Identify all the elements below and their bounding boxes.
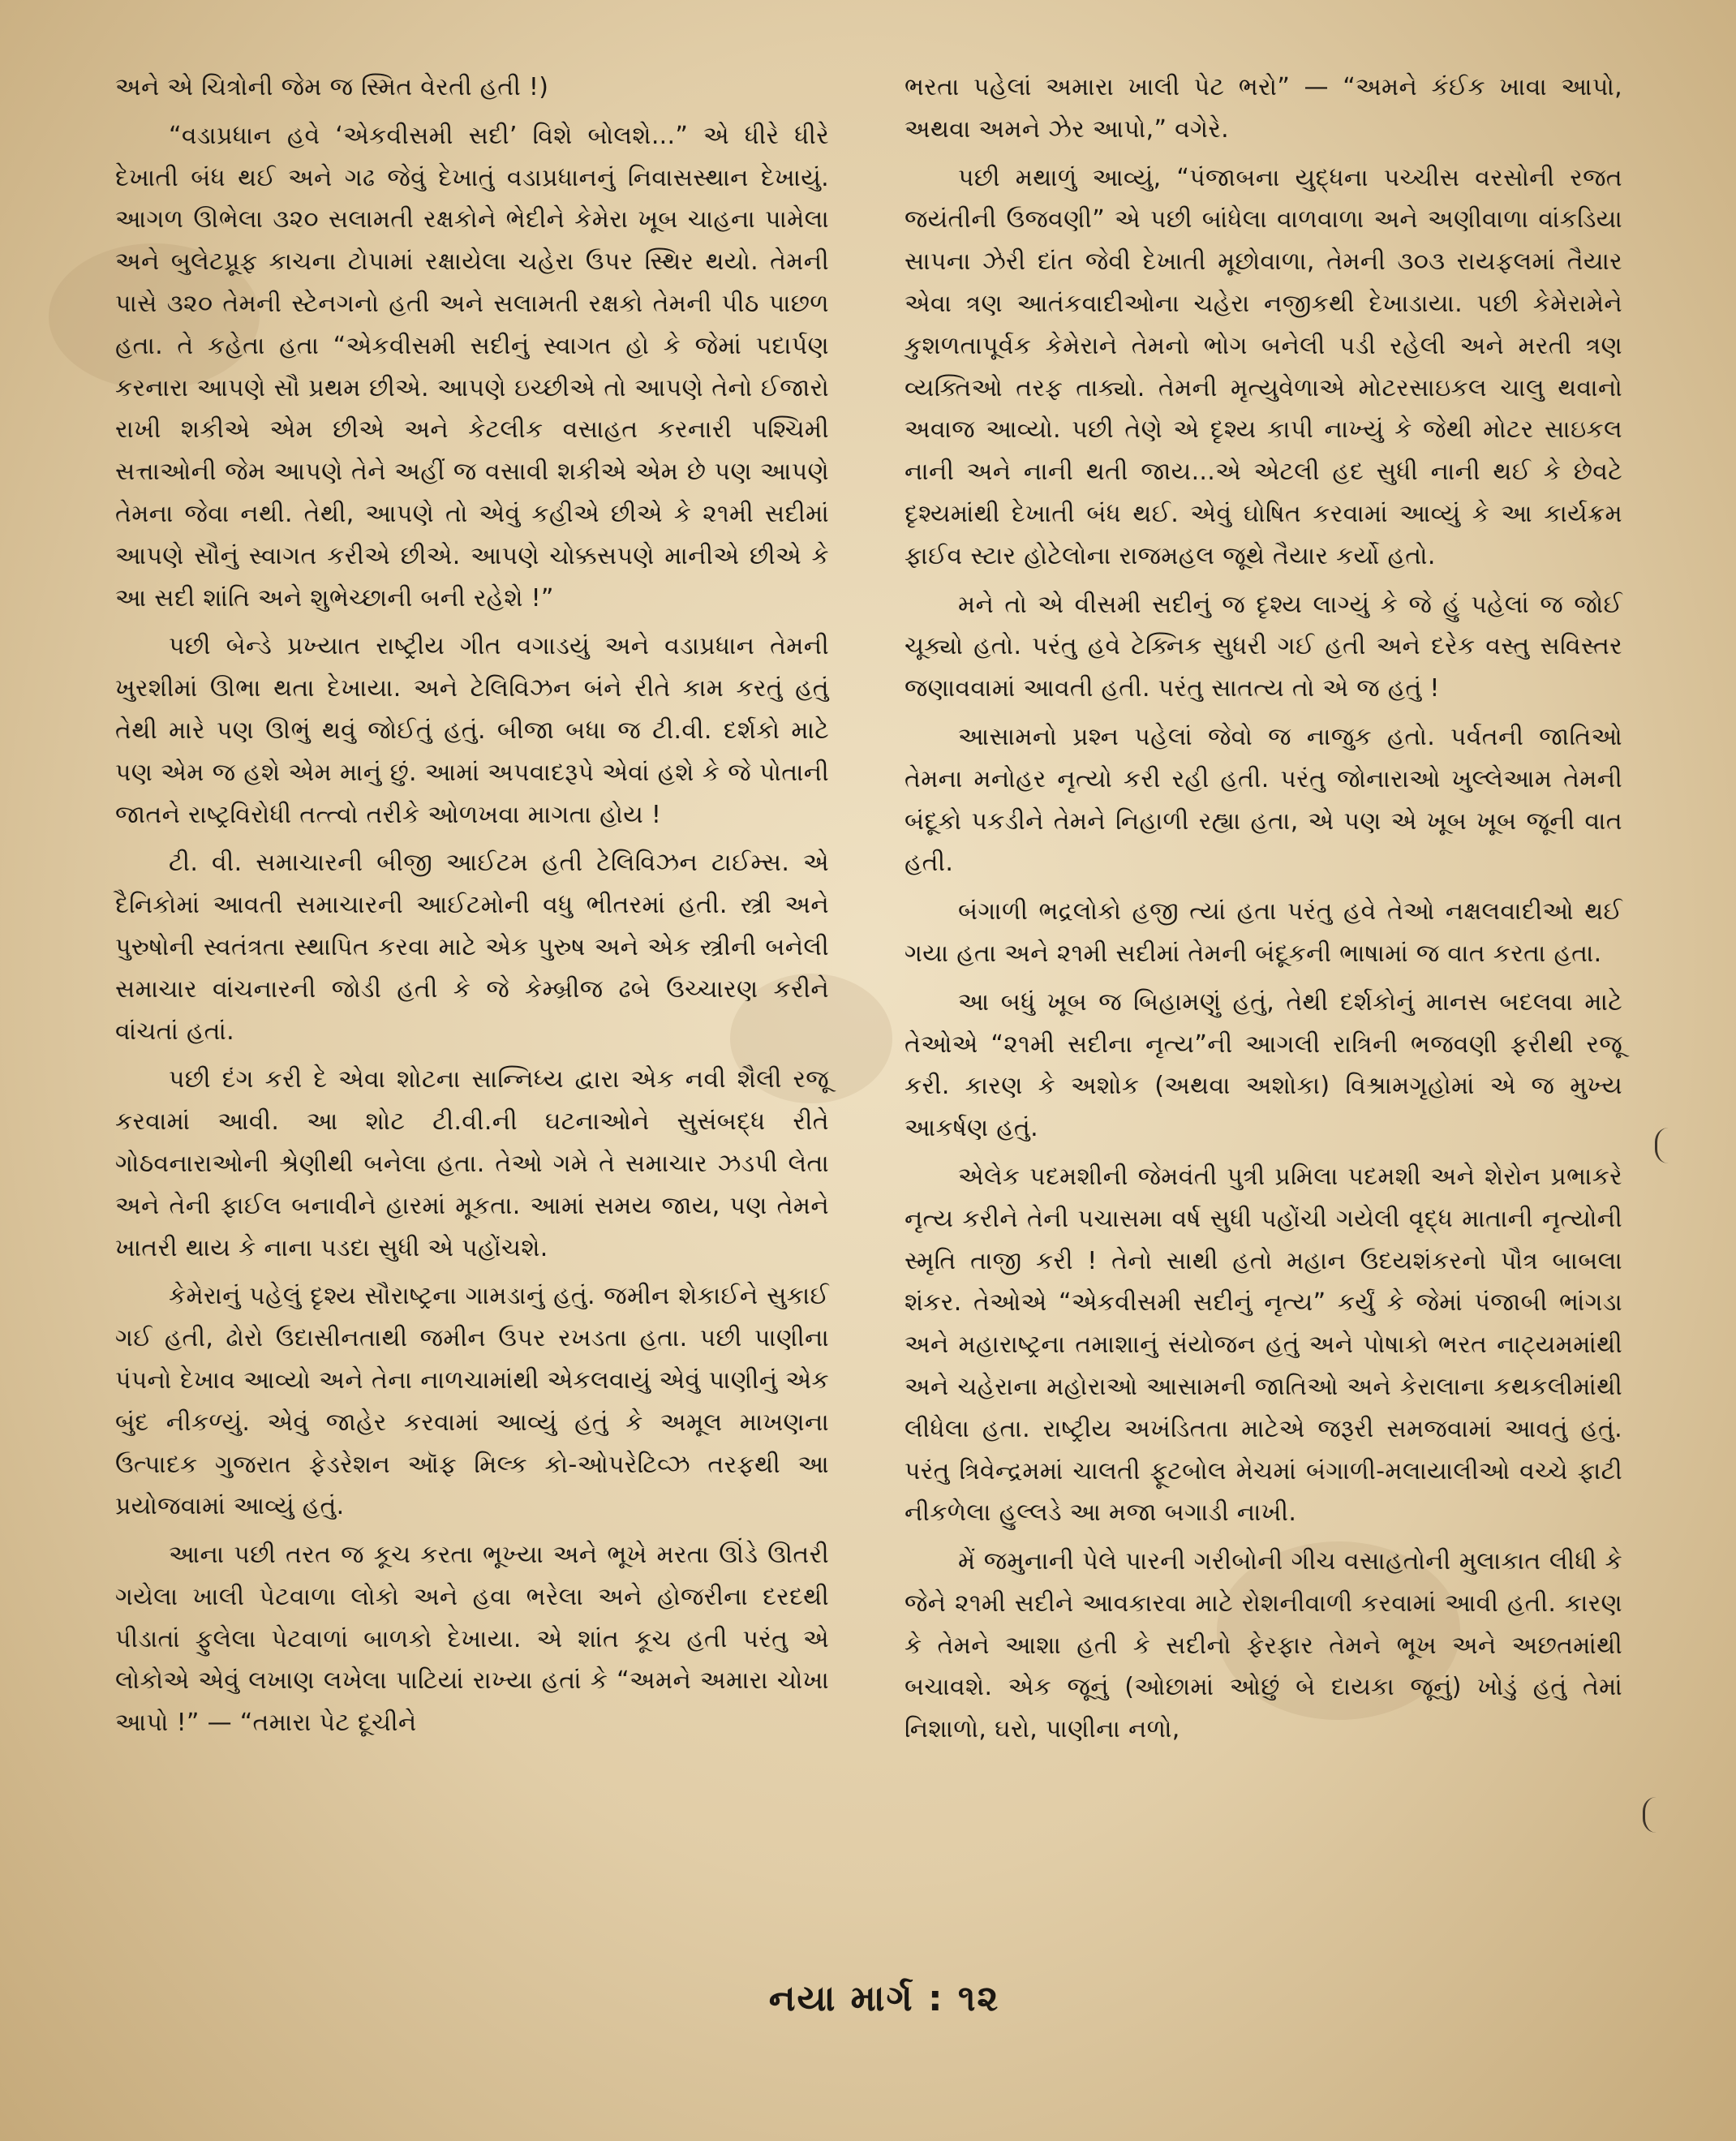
paragraph: કેમેરાનું પહેલું દૃશ્ય સૌરાષ્ટ્રના ગામડાનું હતું. જમીન શેકાઈને સુકાઈ ગઈ હતી, ઢોરો ઉદાસીનતાથી જમીન ઉપર રખડતા હતા. પછી પાણીના પંપનો દેખાવ આવ્યો અને તેના નાળચામાંથી એકલવાયું એવું પાણીનું એક બુંદ નીકળ્યું. એવું જાહેર કરવામાં આવ્યું હતું કે અમૂલ માખણના ઉત્પાદક ગુજરાત ફેડરેશન ઑફ મિલ્ક કો-ઓપરેટિવ્ઝ તરફથી આ પ્રયોજવામાં આવ્યું હતું. (115, 1282, 829, 1521)
paragraph: અને એ ચિત્રોની જેમ જ સ્મિત વેરતી હતી !) (115, 73, 549, 101)
left-column (115, 67, 829, 1751)
paragraph: આના પછી તરત જ કૂચ કરતા ભૂખ્યા અને ભૂખે મરતા ઊંડે ઊતરી ગયેલા ખાલી પેટવાળા લોકો અને હવા ભરેલા અને હોજરીના દરદથી પીડાતાં ફુલેલા પેટવાળાં બાળકો દેખાયા. એ શાંત કૂચ હતી પરંતુ એ લોકોએ એવું લખાણ લખેલા પાટિયાં રાખ્યા હતાં કે “અમને અમારા ચોખા આપો !” — “તમારા પેટ દૂચીને (115, 1541, 829, 1738)
paragraph: પછી મથાળું આવ્યું, “પંજાબના યુદ્ધના પચ્ચીસ વરસોની રજત જયંતીની ઉજવણી” એ પછી બાંધેલા વાળવાળા અને અણીવાળા વાંકડિયા સાપના ઝેરી દાંત જેવી દેખાતી મૂછોવાળા, તેમની ૩૦૩ રાયફલમાં તૈયાર એવા ત્રણ આતંકવાદીઓના ચહેરા નજીકથી દેખાડાયા. પછી કેમેરામેને કુશળતાપૂર્વક કેમેરાને તેમનો ભોગ બનેલી પડી રહેલી અને મરતી ત્રણ વ્યક્તિઓ તરફ તાક્યો. તેમની મૃત્યુવેળાએ મોટરસાઇકલ ચાલુ થવાનો અવાજ આવ્યો. પછી તેણે એ દૃશ્ય કાપી નાખ્યું કે જેથી મોટર સાઇકલ નાની અને નાની થતી જાય...એ એટલી હદ સુધી નાની થઈ કે છેવટે દૃશ્યમાંથી દેખાતી બંધ થઈ. એવું ઘોષિત કરવામાં આવ્યું કે આ કાર્યક્રમ ફાઈવ સ્ટાર હોટેલોના રાજમહલ જૂથે તૈયાર કર્યો હતો. (905, 163, 1622, 570)
paragraph: આસામનો પ્રશ્ન પહેલાં જેવો જ નાજુક હતો. પર્વતની જાતિઓ તેમના મનોહર નૃત્યો કરી રહી હતી. પરંતુ જોનારાઓ ખુલ્લેઆમ તેમની બંદૂકો પકડીને તેમને નિહાળી રહ્યા હતા, એ પણ એ ખૂબ ખૂબ જૂની વાત હતી. (905, 722, 1622, 878)
margin-mark (1655, 1128, 1688, 1163)
paragraph: પછી દંગ કરી દે એવા શોટના સાન્નિધ્ય દ્વારા એક નવી શૈલી રજૂ કરવામાં આવી. આ શોટ ટી.વી.ની ઘટનાઓને સુસંબદ્ધ રીતે ગોઠવનારાઓની શ્રેણીથી બનેલા હતા. તેઓ ગમે તે સમાચાર ઝડપી લેતા અને તેની ફાઈલ બનાવીને હારમાં મૂકતા. આમાં સમય જાય, પણ તેમને ખાતરી થાય કે નાના પડદા સુધી એ પહોંચશે. (115, 1065, 829, 1262)
margin-mark (1643, 1797, 1676, 1833)
paragraph: પછી બેન્ડે પ્રખ્યાત રાષ્ટ્રીય ગીત વગાડયું અને વડાપ્રધાન તેમની ખુરશીમાં ઊભા થતા દેખાયા. અને ટેલિવિઝન બંને રીતે કામ કરતું હતું તેથી મારે પણ ઊભું થવું જોઈતું હતું. બીજા બધા જ ટી.વી. દર્શકો માટે પણ એમ જ હશે એમ માનું છું. આમાં અપવાદરૂપે એવાં હશે કે જે પોતાની જાતને રાષ્ટ્રવિરોધી તત્ત્વો તરીકે ઓળખવા માગતા હોય ! (115, 632, 829, 829)
paragraph: એલેક પદમશીની જેમવંતી પુત્રી પ્રમિલા પદમશી અને શેરોન પ્રભાકરે નૃત્ય કરીને તેની પચાસમા વર્ષ સુધી પહોંચી ગયેલી વૃદ્ધ માતાની નૃત્યોની સ્મૃતિ તાજી કરી ! તેનો સાથી હતો મહાન ઉદયશંકરનો પૌત્ર બાબલા શંકર. તેઓએ “એકવીસમી સદીનું નૃત્ય” કર્યું કે જેમાં પંજાબી ભાંગડા અને મહારાષ્ટ્રના તમાશાનું સંયોજન હતું અને પોષાકો ભરત નાટ્યમમાંથી અને ચહેરાના મહોરાઓ આસામની જાતિઓ અને કેરાલાના કથકલીમાંથી લીધેલા હતા. રાષ્ટ્રીય અખંડિતતા માટેએ જરૂરી સમજવામાં આવતું હતું. પરંતુ ત્રિવેન્દ્રમમાં ચાલતી ફૂટબોલ મેચમાં બંગાળી-મલાયાલીઓ વચ્ચે ફાટી નીકળેલા હુલ્લડે આ મજા બગાડી નાખી. (905, 1162, 1622, 1528)
paragraph: ટી. વી. સમાચારની બીજી આઈટમ હતી ટેલિવિઝન ટાઈમ્સ. એ દૈનિકોમાં આવતી સમાચારની આઈટમોની વધુ ભીતરમાં હતી. સ્ત્રી અને પુરુષોની સ્વતંત્રતા સ્થાપિત કરવા માટે એક પુરુષ અને એક સ્ત્રીની બનેલી સમાચાર વાંચનારની જોડી હતી કે જે કેમ્બ્રીજ ઢબે ઉચ્ચારણ કરીને વાંચતાં હતાં. (115, 849, 829, 1046)
right-column (905, 67, 1622, 1757)
paragraph: ભરતા પહેલાં અમારા ખાલી પેટ ભરો” — “અમને કંઈક ખાવા આપો, અથવા અમને ઝેર આપો,” વગેરે. (905, 73, 1622, 144)
paragraph: “વડાપ્રધાન હવે ‘એકવીસમી સદી’ વિશે બોલશે...” એ ધીરે ધીરે દેખાતી બંધ થઈ અને ગઢ જેવું દેખાતું વડાપ્રધાનનું નિવાસસ્થાન દેખાયું. આગળ ઊભેલા ૩૨૦ સલામતી રક્ષકોને ભેદીને કેમેરા ખૂબ ચાહના પામેલા અને બુલેટપ્રૂફ કાચના ટોપામાં રક્ષાયેલા ચહેરા ઉપર સ્થિર થયો. તેમની પાસે ૩૨૦ તેમની સ્ટેનગનો હતી અને સલામતી રક્ષકો તેમની પીઠ પાછળ હતા. તે કહેતા હતા “એકવીસમી સદીનું સ્વાગત હો કે જેમાં પદાર્પણ કરનારા આપણે સૌ પ્રથમ છીએ. આપણે ઇચ્છીએ તો આપણે તેનો ઈજારો રાખી શકીએ એમ છીએ અને કેટલીક વસાહત કરનારી પશ્ચિમી સત્તાઓની જેમ આપણે તેને અહીં જ વસાવી શકીએ એમ છે પણ આપણે તેમના જેવા નથી. તેથી, આપણે તો એવું કહીએ છીએ કે ૨૧મી સદીમાં આપણે સૌનું સ્વાગત કરીએ છીએ. આપણે ચોક્કસપણે માનીએ છીએ કે આ સદી શાંતિ અને શુભેચ્છાની બની રહેશે !” (115, 121, 829, 613)
paragraph: મેં જમુનાની પેલે પારની ગરીબોની ગીચ વસાહતોની મુલાકાત લીધી કે જેને ૨૧મી સદીને આવકારવા માટે રોશનીવાળી કરવામાં આવી હતી. કારણ કે તેમને આશા હતી કે સદીનો ફેરફાર તેમને ભૂખ અને અછતમાંથી બચાવશે. એક જૂનું (ઓછામાં ઓછું બે દાયકા જૂનું) ખોડું હતું તેમાં નિશાળો, ઘરો, પાણીના નળો, (905, 1547, 1622, 1744)
page-footer: નયા માર્ગ : ૧૨ (768, 1978, 1000, 2019)
paragraph: મને તો એ વીસમી સદીનું જ દૃશ્ય લાગ્યું કે જે હું પહેલાં જ જોઈ ચૂક્યો હતો. પરંતુ હવે ટેક્નિક સુધરી ગઈ હતી અને દરેક વસ્તુ સવિસ્તર જણાવવામાં આવતી હતી. પરંતુ સાતત્ય તો એ જ હતું ! (905, 590, 1622, 703)
paragraph: આ બધું ખૂબ જ બિહામણું હતું, તેથી દર્શકોનું માનસ બદલવા માટે તેઓએ “૨૧મી સદીના નૃત્ય”ની આગલી રાત્રિની ભજવણી ફરીથી રજૂ કરી. કારણ કે અશોક (અથવા અશોકા) વિશ્રામગૃહોમાં એ જ મુખ્ય આકર્ષણ હતું. (905, 987, 1622, 1143)
paragraph: બંગાળી ભદ્રલોકો હજી ત્યાં હતા પરંતુ હવે તેઓ નક્ષલવાદીઓ થઈ ગયા હતા અને ૨૧મી સદીમાં તેમની બંદૂકની ભાષામાં જ વાત કરતા હતા. (905, 897, 1622, 968)
